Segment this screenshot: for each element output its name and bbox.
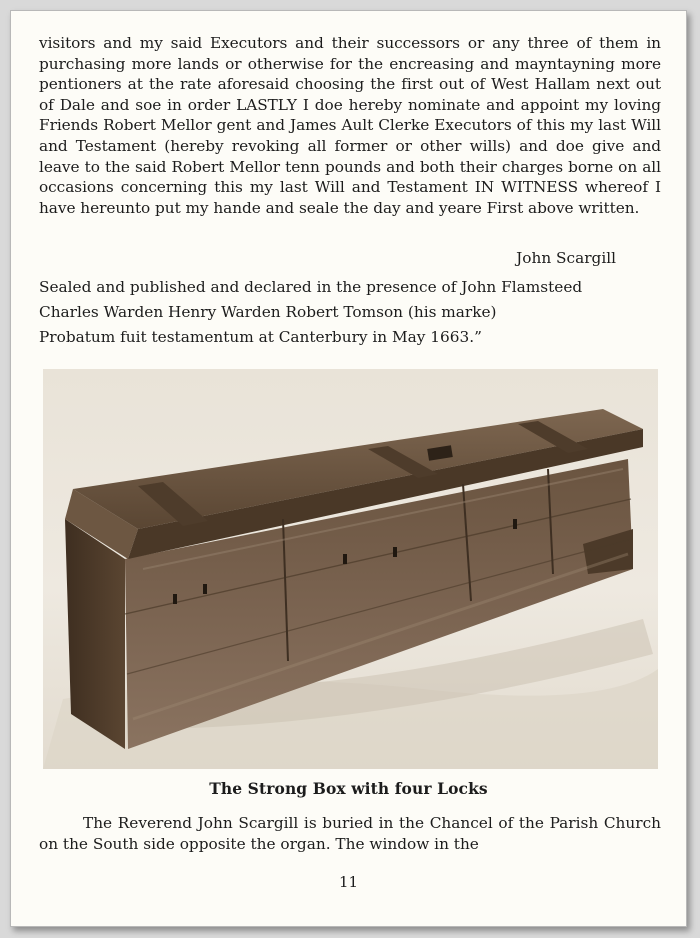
- strong-box-image: [43, 369, 658, 769]
- witness-line: Probatum fuit testamentum at Canterbury in May 1663.”: [39, 328, 482, 346]
- witness-line: Charles Warden Henry Warden Robert Tomson (his marke): [39, 303, 497, 321]
- witness-line: Sealed and published and declared in the presence of John Flamsteed: [39, 278, 583, 296]
- will-paragraph: visitors and my said Executors and their successors or any three of them in purchasing more lands or otherwise for the encreasing and mayntayning more pentioners at the rate aforesaid choosing the first out of West Hallam next out of Dale and soe in order LASTLY I doe hereby nominate and appoint my loving Friends Robert Mellor gent and James Ault Clerke Executors of this my last Will and Testament (hereby revoking all former or other wills) and doe give and leave to the said Robert Mellor tenn pounds and both their charges borne on all occasions concerning this my last Will and Testament IN WITNESS whereof I have hereunto put my hande and seale the day and yeare First above written.: [39, 34, 661, 217]
- page-number: 11: [338, 873, 359, 891]
- witness-block: [39, 275, 661, 350]
- signature: John Scargill: [516, 249, 616, 267]
- document-page: [10, 10, 687, 927]
- strong-box-photograph: [43, 369, 658, 769]
- next-paragraph: The Reverend John Scargill is buried in the Chancel of the Parish Church on the South side opposite the organ. The window in the: [39, 814, 661, 853]
- figure-caption: The Strong Box with four Locks: [209, 779, 488, 798]
